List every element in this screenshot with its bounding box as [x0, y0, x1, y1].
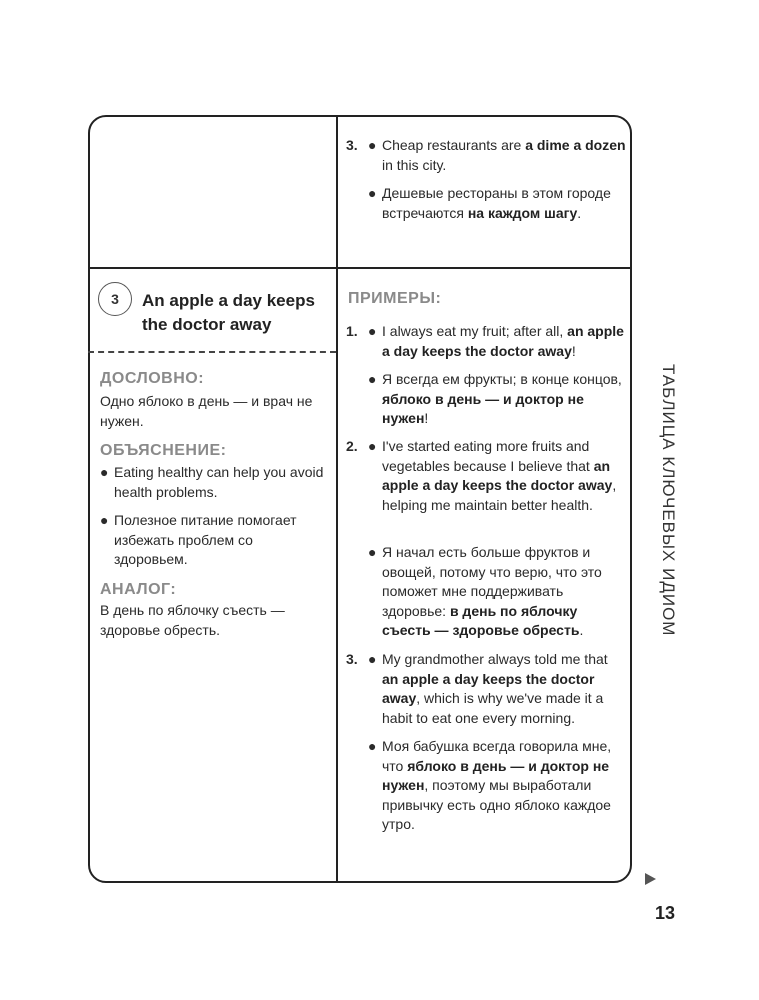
explanation-en: ● Eating healthy can help you avoid health problems. [100, 464, 324, 500]
bullet-icon: ● [368, 371, 377, 387]
literal-heading: ДОСЛОВНО: [100, 370, 205, 387]
example-2-ru: ● Я начал есть больше фруктов и овощей, потому что верю, что это поможет мне поддерживать здоровье: в день по яблочку съесть — здоровье обресть. [368, 544, 602, 638]
explanation-ru: ● Полезное питание помогает избежать проблем со здоровьем. [100, 512, 297, 567]
bullet-icon: ● [368, 651, 377, 667]
example-3-en: 3. ● My grandmother always told me that an apple a day keeps the doctor away, which is why we've made it a habit to eat one every morning. [346, 651, 608, 726]
bullet-icon: ● [368, 137, 377, 153]
top-example [346, 136, 626, 175]
example-ru: Дешевые рестораны в этом городе встречаются на каждом шагу. [382, 185, 611, 221]
page-number: 13 [655, 903, 676, 923]
bullet-icon: ● [368, 738, 377, 754]
explanation-heading: ОБЪЯСНЕНИЕ: [100, 442, 227, 459]
side-section-title: ТАБЛИЦА КЛЮЧЕВЫХ ИДИОМ [659, 364, 678, 637]
bullet-icon: ● [368, 185, 377, 201]
idiom-title: An apple a day keeps the doctor away [142, 291, 315, 334]
literal-text: Одно яблоко в день — и врач не нужен. [100, 393, 313, 429]
dashed-separator [88, 351, 336, 353]
example-1-en: 1. ● I always eat my fruit; after all, an apple a day keeps the doctor away! [346, 323, 624, 359]
example-3-ru: ● Моя бабушка всегда говорила мне, что яблоко в день — и доктор не нужен, поэтому мы выработали привычку есть одно яблоко каждое утро. [368, 738, 612, 832]
bullet-icon: ● [368, 323, 377, 339]
row-divider [88, 267, 632, 269]
idiom-number-badge: 3 [98, 282, 132, 316]
example-1-ru: ● Я всегда ем фрукты; в конце концов, яблоко в день — и доктор не нужен! [368, 371, 622, 426]
column-divider [336, 115, 338, 883]
analog-text: В день по яблочку съесть — здоровье обресть. [100, 602, 285, 638]
bullet-icon: ● [368, 544, 377, 560]
top-example-ru [346, 184, 626, 223]
analog-heading: АНАЛОГ: [100, 581, 177, 598]
bullet-icon: ● [100, 464, 109, 480]
examples-heading: ПРИМЕРЫ: [348, 290, 442, 307]
example-number: 3. [346, 137, 358, 153]
next-page-arrow-icon [645, 873, 656, 885]
bullet-icon: ● [100, 512, 109, 528]
example-2-en: 2. ● I've started eating more fruits and vegetables because I believe that an apple a day keeps the doctor away, helping me maintain better health. [346, 438, 617, 513]
bullet-icon: ● [368, 438, 377, 454]
example-en: Cheap restaurants are a dime a dozen in this city. [382, 137, 626, 173]
